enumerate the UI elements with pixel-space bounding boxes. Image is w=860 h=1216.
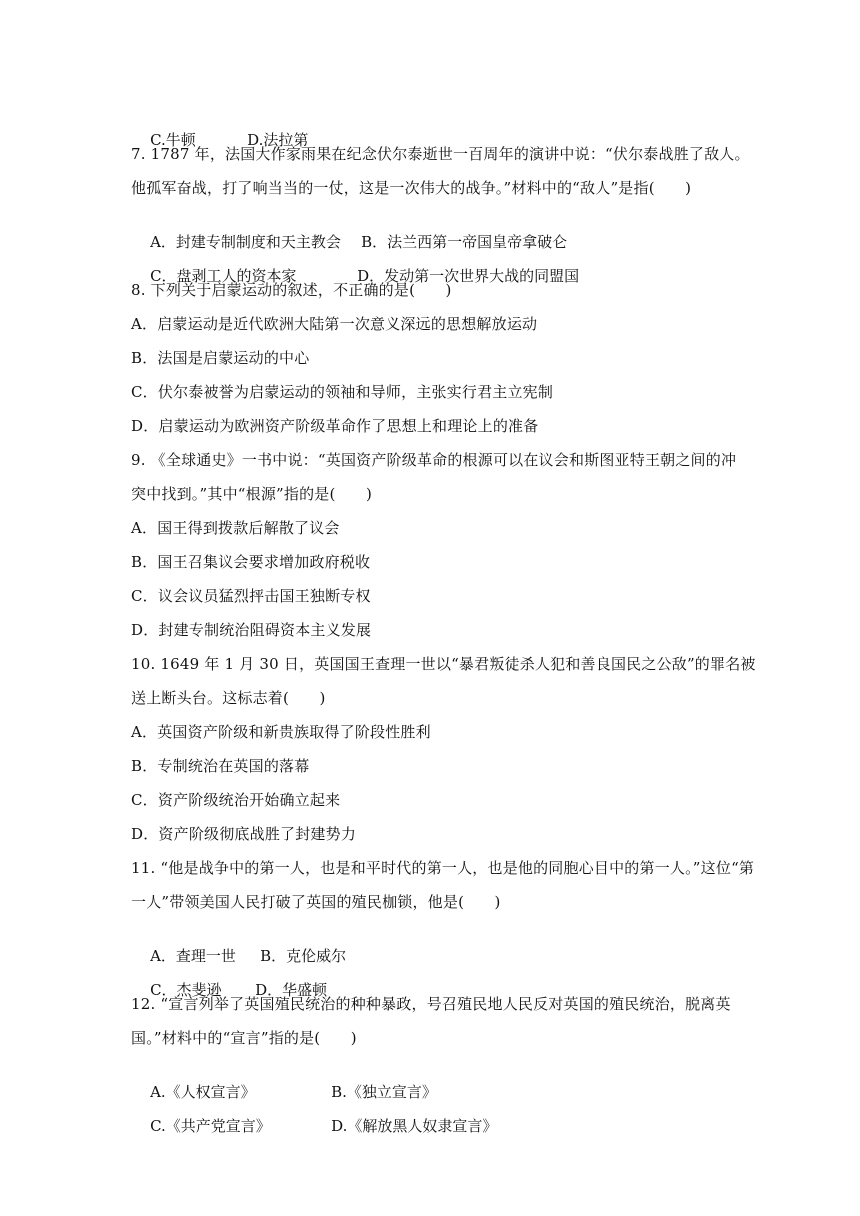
question-12-text: 12. “宣言列举了英国殖民统治的种种暴政，号召殖民地人民反对英国的殖民统治，脱离英 [131,995,731,1013]
option-b: B．国王召集议会要求增加政府税收 [131,553,371,571]
option-a: A．英国资产阶级和新贵族取得了阶段性胜利 [131,723,431,741]
option-d: D．资产阶级彻底战胜了封建势力 [131,825,357,843]
option-d: D．启蒙运动为欧洲资产阶级革命作了思想上和理论上的准备 [131,417,539,435]
option-b: B．克伦威尔 [260,947,347,965]
option-b: B.《独立宣言》 [331,1083,437,1101]
question-9-text: 9. 《全球通史》一书中说：“英国资产阶级革命的根源可以在议会和斯图亚特王朝之间的冲 [131,451,737,469]
option-c: C．伏尔泰被誉为启蒙运动的领袖和导师，主张实行君主立宪制 [131,383,554,401]
option-a: A．国王得到拨款后解散了议会 [131,519,340,537]
option-a: A．查理一世 [150,947,236,965]
question-7-text-cont: 他孤军奋战，打了响当当的一仗，这是一次伟大的战争。”材料中的“敌人”是指( ) [131,179,692,197]
question-7-text: 7. 1787 年，法国大作家雨果在纪念伏尔泰逝世一百周年的演讲中说：“伏尔泰战胜了敌人。 [131,145,750,163]
question-11-text-cont: 一人”带领美国人民打破了英国的殖民枷锁，他是( ) [131,893,501,911]
option-b: B．法国是启蒙运动的中心 [131,349,310,367]
option-d: D.《解放黑人奴隶宣言》 [331,1117,498,1135]
option-d: D．华盛顿 [255,981,328,999]
option-c: C．杰斐逊 [150,981,222,999]
question-10-text-cont: 送上断头台。这标志着( ) [131,689,326,707]
option-d: D．封建专制统治阻碍资本主义发展 [131,621,372,639]
option-row-c-d-q12 [131,1096,497,1156]
question-8-text: 8. 下列关于启蒙运动的叙述，不正确的是( ) [131,281,452,299]
question-11-text: 11. “他是战争中的第一人，也是和平时代的第一人，也是他的同胞心目中的第一人。”这位“第 [131,859,755,877]
option-c: C.牛顿 [150,131,196,149]
option-b: B．专制统治在英国的落幕 [131,757,310,775]
option-a: A．封建专制制度和天主教会 [150,233,341,251]
option-c: C．盘剥工人的资本家 [150,267,297,285]
option-d: D.法拉第 [247,131,309,149]
option-a: A.《人权宣言》 [150,1083,256,1101]
question-12-text-cont: 国。”材料中的“宣言”指的是( ) [131,1029,357,1047]
option-d: D．发动第一次世界大战的同盟国 [357,267,580,285]
option-c: C.《共产党宣言》 [150,1117,271,1135]
option-a: A．启蒙运动是近代欧洲大陆第一次意义深远的思想解放运动 [131,315,538,333]
question-9-text-cont: 突中找到。”其中“根源”指的是( ) [131,485,373,503]
option-c: C．资产阶级统治开始确立起来 [131,791,341,809]
option-b: B．法兰西第一帝国皇帝拿破仑 [361,233,568,251]
option-c: C．议会议员猛烈抨击国王独断专权 [131,587,371,605]
question-10-text: 10. 1649 年 1 月 30 日，英国国王查理一世以“暴君叛徒杀人犯和善良国民之公敌”的罪名被 [131,655,756,673]
